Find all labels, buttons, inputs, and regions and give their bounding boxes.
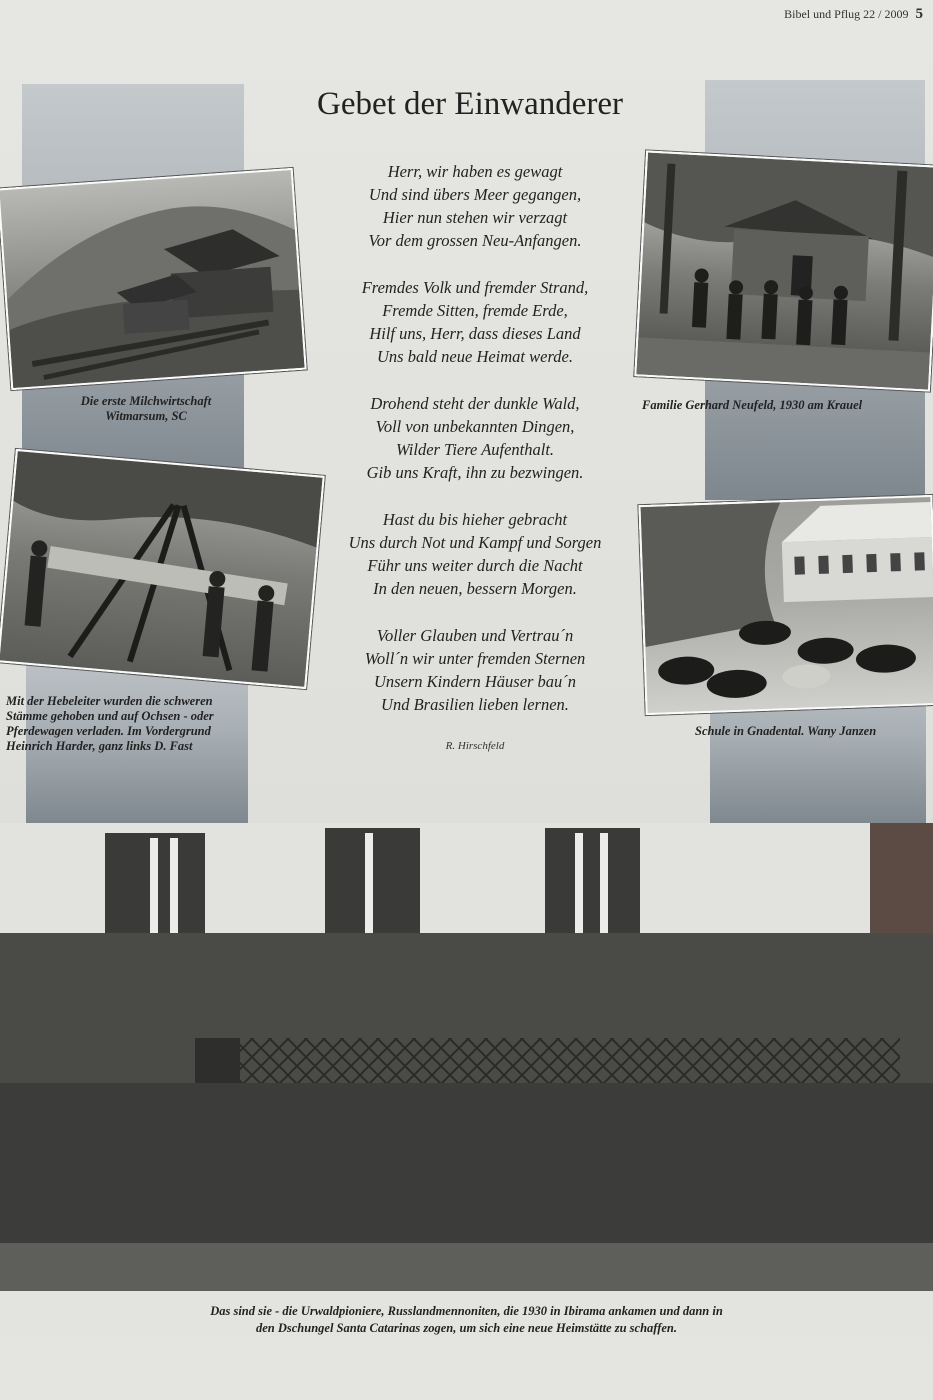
caption-line: Familie Gerhard Neufeld, 1930 am Krauel <box>642 398 863 412</box>
poem <box>290 160 660 740</box>
poem-line: Herr, wir haben es gewagt <box>387 162 563 181</box>
poem-line: Unsern Kindern Häuser bau´n <box>373 672 577 691</box>
poem-line: Fremdes Volk und fremder Strand, <box>361 278 589 297</box>
caption-line: Schule in Gnadental. Wany Janzen <box>695 724 877 738</box>
poem-line: Drohend steht der dunkle Wald, <box>370 394 580 413</box>
dairy-farm-caption <box>56 394 236 424</box>
poem-line: Und Brasilien lieben lernen. <box>381 695 569 714</box>
poem-line: Uns bald neue Heimat werde. <box>377 347 573 366</box>
page-header <box>784 6 923 23</box>
school-photo <box>638 495 933 715</box>
caption-line: Witmarsum, SC <box>105 409 187 423</box>
publication-name: Bibel und Pflug <box>784 7 861 21</box>
poem-line: Hast du bis hieher gebracht <box>382 510 568 529</box>
neufeld-family-caption <box>642 398 862 413</box>
poem-stanza <box>290 508 660 600</box>
neufeld-family-drawing <box>636 153 933 390</box>
caption-line: Mit der Hebeleiter wurden die schweren <box>6 694 213 708</box>
poem-line: Vor dem grossen Neu-Anfangen. <box>368 231 582 250</box>
poem-line: Und sind übers Meer gegangen, <box>368 185 582 204</box>
dairy-farm-photo <box>0 168 307 390</box>
poem-line: In den neuen, bessern Morgen. <box>373 579 577 598</box>
school-caption <box>695 724 876 739</box>
pioneers-group-caption <box>60 1303 873 1337</box>
pioneers-group-drawing <box>0 823 933 1291</box>
poem-stanza <box>290 624 660 716</box>
lever-ladder-drawing <box>0 451 323 687</box>
poem-line: Uns durch Not und Kampf und Sorgen <box>348 533 602 552</box>
caption-line: den Dschungel Santa Catarinas zogen, um sich eine neue Heimstätte zu schaffen. <box>255 1321 677 1335</box>
poem-stanza <box>290 160 660 252</box>
dairy-farm-drawing <box>0 170 305 388</box>
page-title: Gebet der Einwanderer <box>316 86 623 122</box>
poem-line: Gib uns Kraft, ihn zu bezwingen. <box>366 463 584 482</box>
caption-line: Die erste Milchwirtschaft <box>80 394 212 408</box>
school-drawing <box>640 497 933 713</box>
poem-line: Wilder Tiere Aufenthalt. <box>395 440 555 459</box>
pioneers-group-photo <box>0 823 933 1291</box>
poem-stanza <box>290 276 660 368</box>
caption-line: Das sind sie - die Urwaldpioniere, Russlandmennoniten, die 1930 in Ibirama ankamen und dann in <box>210 1304 723 1318</box>
poem-line: Voll von unbekannten Dingen, <box>375 417 575 436</box>
issue-number: 22 / 2009 <box>863 7 909 21</box>
poem-author: R. Hirschfeld <box>445 740 505 752</box>
lever-ladder-caption <box>6 694 214 754</box>
poem-line: Hilf uns, Herr, dass dieses Land <box>369 324 581 343</box>
poem-line: Führ uns weiter durch die Nacht <box>367 556 583 575</box>
lever-ladder-photo <box>0 449 325 689</box>
poem-line: Hier nun stehen wir verzagt <box>382 208 568 227</box>
poem-line: Voller Glauben und Vertrau´n <box>376 626 574 645</box>
caption-line: Stämme gehoben und auf Ochsen - oder <box>6 709 214 723</box>
neufeld-family-photo <box>634 150 933 391</box>
poem-stanza <box>290 392 660 484</box>
poem-line: Woll´n wir unter fremden Sternen <box>364 649 586 668</box>
page-number: 5 <box>915 6 923 22</box>
poem-line: Fremde Sitten, fremde Erde, <box>382 301 568 320</box>
caption-line: Heinrich Harder, ganz links D. Fast <box>6 739 193 753</box>
caption-line: Pferdewagen verladen. Im Vordergrund <box>6 724 211 738</box>
